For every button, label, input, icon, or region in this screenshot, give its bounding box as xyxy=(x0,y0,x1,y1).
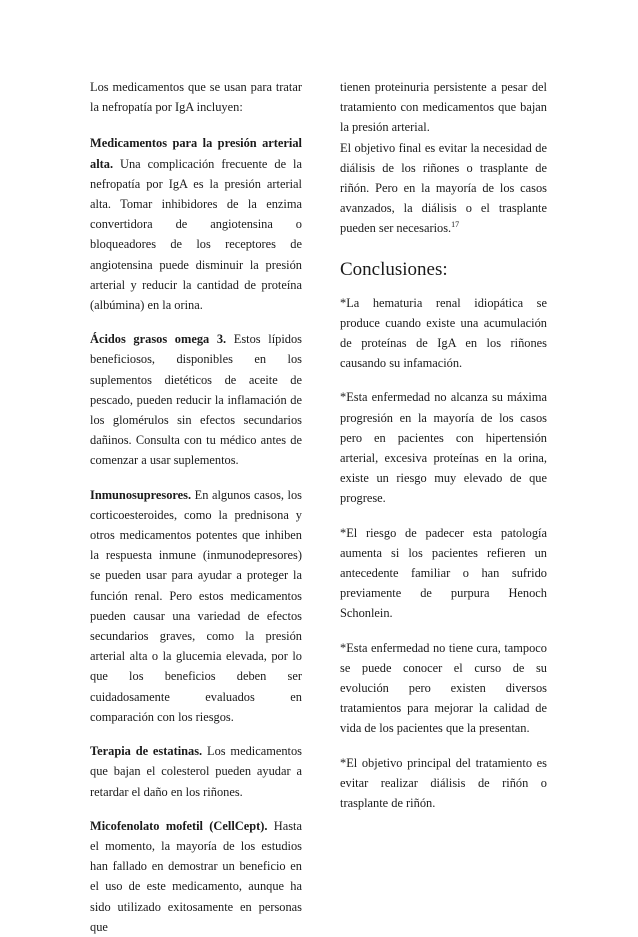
omega3-heading: Ácidos grasos omega 3. xyxy=(90,332,227,347)
immunosuppressants-text: En algunos casos, los corticoesteroides, como la prednisona y otros medicamentos potentes que inhiben la respuesta inmune (inmunodepresores) se pueden usar para ayudar a proteger la función renal. Pero estos medicamentos pueden causar una variedad de efectos secundarios graves, como la presión arterial alta o la glucemia elevada, por lo que los beneficios deben ser cuidadosamente evaluados en comparación con los riesgos. xyxy=(90,487,302,724)
mycophenolate-heading: Micofenolato mofetil (CellCept). xyxy=(90,818,268,833)
statins-paragraph xyxy=(90,741,302,802)
right-column xyxy=(340,77,547,813)
conclusions-heading: Conclusiones: xyxy=(340,258,448,280)
conclusion-item: *La hematuria renal idiopática se produce cuando existe una acumulación de proteínas de IgA en los riñones causando su infamación. xyxy=(340,295,547,371)
statins-heading: Terapia de estatinas. xyxy=(90,744,203,759)
immunosuppressants-paragraph xyxy=(90,485,302,727)
mycophenolate-text: Hasta el momento, la mayoría de los estudios han fallado en demostrar un beneficio en el uso de este medicamento, aunque ha sido utilizado exitosamente en personas que xyxy=(90,818,302,934)
blood-pressure-paragraph xyxy=(90,133,302,315)
footnote-ref: 17 xyxy=(451,220,460,230)
conclusion-item: *El riesgo de padecer esta patología aumenta si los pacientes refieren un antecedente familiar o han sufrido previamente de purpura Henoch Schonlein. xyxy=(340,525,547,621)
conclusion-item: *Esta enfermedad no alcanza su máxima progresión en la mayoría de los casos pero en pacientes con hipertensión arterial, excesiva proteínas en la orina, existe un riesgo muy elevado de que progrese. xyxy=(340,390,547,506)
objective-text: El objetivo final es evitar la necesidad de diálisis de los riñones o trasplante de riñón. Pero en la mayoría de los casos avanzados, la diálisis o el trasplante pueden ser necesarios. xyxy=(340,140,547,236)
continuation-paragraph: tienen proteinuria persistente a pesar del tratamiento con medicamentos que bajan la presión arterial. xyxy=(340,80,547,135)
blood-pressure-heading: Medicamentos para la presión arterial alta. xyxy=(90,136,302,171)
blood-pressure-text: Una complicación frecuente de la nefropatía por IgA es la presión arterial alta. Tomar inhibidores de la enzima convertidora de angiotensina o bloqueadores de los receptores de angiotensina puede disminuir la presión arterial y reducir la cantidad de proteína (albúmina) en la orina. xyxy=(90,156,302,313)
objective-paragraph xyxy=(340,138,547,239)
omega3-text: Estos lípidos beneficiosos, disponibles en los suplementos dietéticos de aceite de pescado, pueden reducir la inflamación de los glomérulos sin efectos secundarios dañinos. Consulta con tu médico antes de comenzar a usar suplementos. xyxy=(90,332,302,468)
intro-paragraph: Los medicamentos que se usan para tratar la nefropatía por IgA incluyen: xyxy=(90,80,302,115)
omega3-paragraph xyxy=(90,329,302,470)
immunosuppressants-heading: Inmunosupresores. xyxy=(90,487,192,502)
conclusion-item: *Esta enfermedad no tiene cura, tampoco se puede conocer el curso de su evolución pero existen diversos tratamientos para mejorar la calidad de vida de los pacientes que la presentan. xyxy=(340,640,547,736)
statins-text: Los medicamentos que bajan el colesterol pueden ayudar a retardar el daño en los riñones. xyxy=(90,744,302,799)
conclusion-item: *El objetivo principal del tratamiento es evitar realizar diálisis de riñón o trasplante de riñón. xyxy=(340,755,547,811)
mycophenolate-paragraph xyxy=(90,816,302,937)
left-column xyxy=(90,77,302,937)
